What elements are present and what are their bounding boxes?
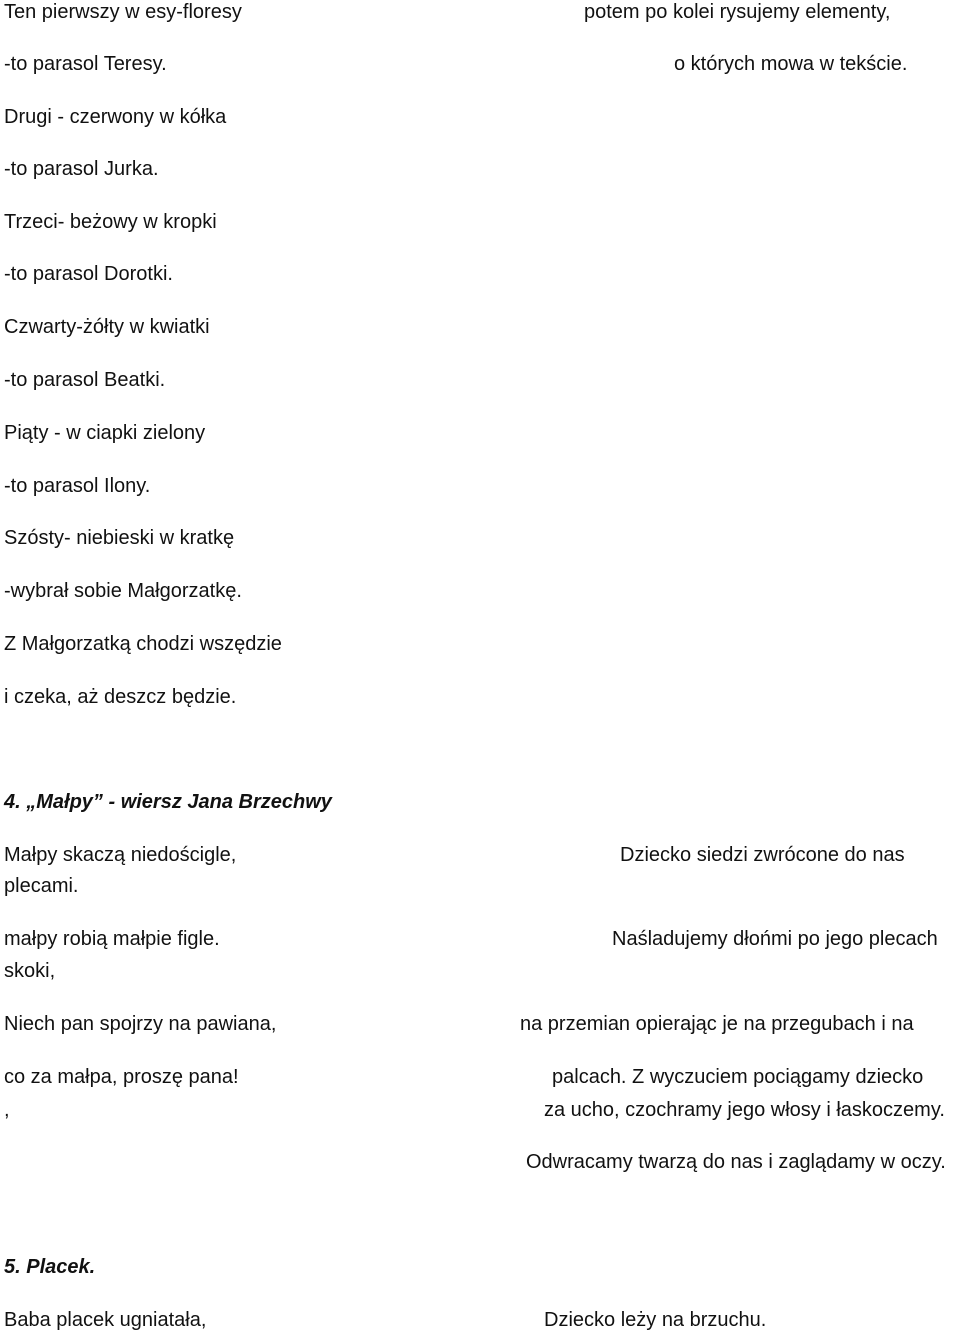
instruction-line: palcach. Z wyczuciem pociągamy dziecko <box>552 1066 924 1088</box>
instruction-line: potem po kolei rysujemy elementy, <box>584 1 891 23</box>
instruction-line: Naśladujemy dłońmi po jego plecach <box>612 928 938 950</box>
instruction-line: o których mowa w tekście. <box>674 53 908 75</box>
poem-line: i czeka, aż deszcz będzie. <box>4 686 237 708</box>
poem-line: , <box>4 1099 10 1121</box>
instruction-line: za ucho, czochramy jego włosy i łaskoczemy. <box>544 1099 945 1121</box>
poem-line: Małpy skaczą niedościgle, <box>4 844 237 866</box>
poem-line: Szósty- niebieski w kratkę <box>4 527 235 549</box>
poem-line: Czwarty-żółty w kwiatki <box>4 316 210 338</box>
poem-line: małpy robią małpie figle. <box>4 928 220 950</box>
poem-line: Z Małgorzatką chodzi wszędzie <box>4 633 282 655</box>
instruction-line: Dziecko siedzi zwrócone do nas <box>620 844 905 866</box>
poem-line: co za małpa, proszę pana! <box>4 1066 239 1088</box>
instruction-line: na przemian opierając je na przegubach i na <box>520 1013 914 1035</box>
poem-line: Baba placek ugniatała, <box>4 1309 207 1331</box>
instruction-line: Dziecko leży na brzuchu. <box>544 1309 767 1331</box>
poem-line: -to parasol Ilony. <box>4 475 151 497</box>
poem-line: Niech pan spojrzy na pawiana, <box>4 1013 277 1035</box>
poem-line: -to parasol Jurka. <box>4 158 159 180</box>
poem-line: Ten pierwszy w esy-floresy <box>4 1 242 23</box>
poem-line: Drugi - czerwony w kółka <box>4 106 227 128</box>
poem-line: -wybrał sobie Małgorzatkę. <box>4 580 242 602</box>
poem-line: -to parasol Teresy. <box>4 53 167 75</box>
poem-line: -to parasol Dorotki. <box>4 263 173 285</box>
poem-line: plecami. <box>4 875 79 897</box>
section-heading-malpy: 4. „Małpy” - wiersz Jana Brzechwy <box>4 791 332 813</box>
poem-line: Trzeci- beżowy w kropki <box>4 211 217 233</box>
poem-line: -to parasol Beatki. <box>4 369 166 391</box>
instruction-line: Odwracamy twarzą do nas i zaglądamy w oczy. <box>526 1151 946 1173</box>
poem-line: Piąty - w ciapki zielony <box>4 422 206 444</box>
poem-line: skoki, <box>4 960 56 982</box>
section-heading-placek: 5. Placek. <box>4 1256 96 1278</box>
